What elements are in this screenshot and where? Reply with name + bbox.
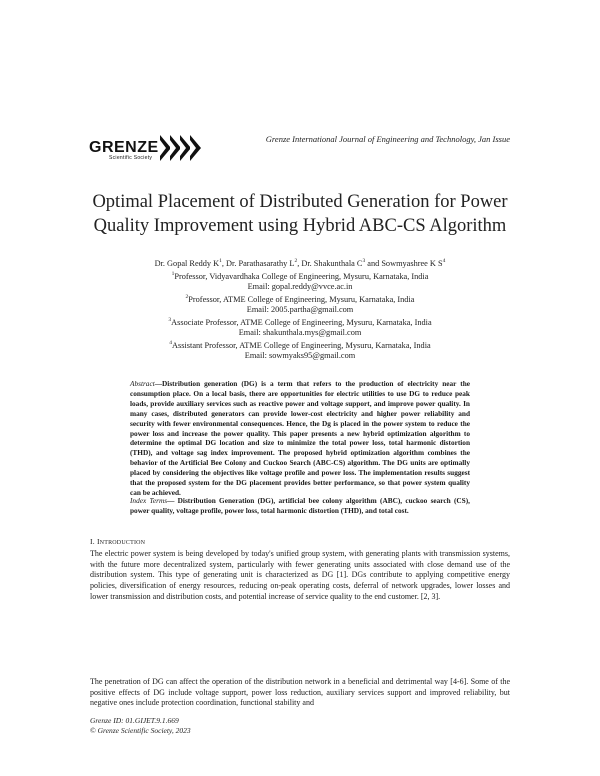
index-terms-body: — Distribution Generation (DG), artificial bee colony algorithm (ABC), cuckoo search (CS), power quality, voltage profile, power loss, total harmonic distortion (THD), and total cost. bbox=[130, 496, 470, 515]
grenze-id: Grenze ID: 01.GIJET.9.1.669 bbox=[90, 716, 179, 725]
email-3: Email: shakunthala.mys@gmail.com bbox=[238, 328, 362, 338]
index-terms-label: Index Terms bbox=[130, 496, 168, 505]
affiliation-4: $^4$Assistant Professor, ATME College of Engineering, Mysuru, Karnataka, India bbox=[169, 340, 431, 351]
title-line-2: Quality Improvement using Hybrid ABC-CS Algorithm bbox=[93, 216, 507, 236]
publisher-logo bbox=[89, 132, 201, 164]
affiliation-3: $^3$Associate Professor, ATME College of Engineering, Mysuru, Karnataka, India bbox=[168, 317, 432, 328]
paragraph-2: The penetration of DG can affect the operation of the distribution network in a beneficial and detrimental way [4-6]. Some of the positive effects of DG include voltage support, power loss reduction, auxiliary services support and improved reliability, but negative ones include protection coordination, functional stability and bbox=[90, 677, 510, 708]
abstract-body: —Distribution generation (DG) is a term that refers to the production of electricity near the consumption place. On a local basis, there are opportunities for electric utilities to use DG to reduce peak loads, provide auxiliary services such as reactive power and voltage support, and improve power quality. In many cases, distributed generators can provide lower-cost electricity and higher power reliability and security with fewer environmental consequences. Hence, the Dg is placed in the power system to reduce the power loss and increase the power quality. This paper presents a new hybrid optimization algorithm to determine the optimal DG location and size to minimize the total power loss, total harmonic distortion (THD), and voltage sag index improvement. The proposed hybrid optimization algorithm combines the behavior of the Artificial Bee Colony and Cuckoo Search (ABC-CS) algorithm. The DG units are optimally placed by considering the objectives like voltage profile and power loss. The implementation results suggest that the proposed system for the DG placement provides better performance, so that power system quality can be achieved. bbox=[130, 379, 470, 497]
affiliation-2: $^2$Professor, ATME College of Engineering, Mysuru, Karnataka, India bbox=[185, 294, 415, 304]
author-names: Dr. Gopal Reddy $K^1$, Dr. Parathasarathy $L^2$, Dr. Shakunthala $C^3$ and Sowmyashree K $S^4$ bbox=[154, 258, 446, 268]
index-terms bbox=[130, 496, 470, 516]
logo-text: GRENZE bbox=[89, 139, 159, 156]
chevron-arrows-icon bbox=[161, 135, 201, 161]
author-block bbox=[60, 256, 540, 362]
page-footer bbox=[90, 716, 191, 735]
paper-title bbox=[60, 190, 540, 238]
logo-subtitle: Scientific Society bbox=[109, 155, 153, 161]
email-1: Email: gopal.reddy@vvce.ac.in bbox=[247, 281, 353, 291]
section-heading: I. INTRODUCTION bbox=[90, 537, 146, 546]
journal-name: Grenze International Journal of Engineering and Technology, Jan Issue bbox=[265, 134, 510, 144]
title-line-1: Optimal Placement of Distributed Generation for Power bbox=[92, 192, 508, 212]
paragraph-1: The electric power system is being developed by today's unified group system, with generating plants with transmission systems, with the future more decentralized system, particularly with fewer generating units associated with close demand use of the distribution system. This type of generating unit is characterized as DG [1]. DGs contribute to applying competitive energy policies, diversification of energy resources, reducing on-peak operating costs, deferral of network upgrades, lower losses and lower transmission and distribution costs, and potential increase of service quality to the end customer. [2, 3]. bbox=[90, 549, 510, 601]
email-4: Email: sowmyaks95@gmail.com bbox=[244, 351, 356, 361]
copyright: © Grenze Scientific Society, 2023 bbox=[90, 725, 191, 735]
abstract-label: Abstract bbox=[130, 379, 155, 388]
affiliation-1: $^1$Professor, Vidyavardhaka College of Engineering, Mysuru, Karnataka, India bbox=[171, 270, 429, 281]
email-2: Email: 2005.partha@gmail.com bbox=[246, 305, 354, 315]
abstract bbox=[130, 379, 470, 498]
